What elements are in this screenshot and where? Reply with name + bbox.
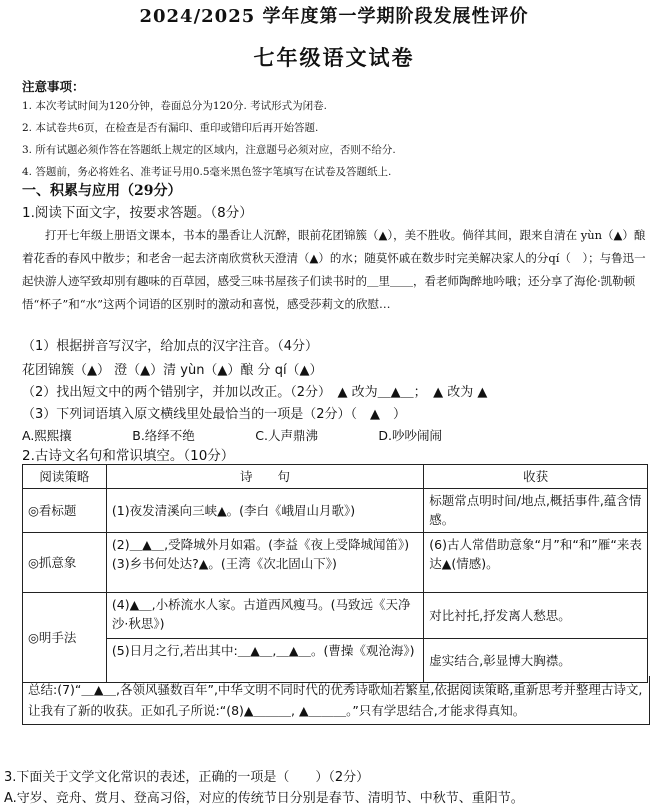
notice-item: 3. 所有试题必须作答在答题纸上规定的区域内，注意题号必须对应，否则不给分. bbox=[22, 144, 396, 156]
poem-line-cell: (5)日月之行,若出其中:＿▲＿,＿▲＿。(曹操《观沧海》) bbox=[106, 639, 423, 683]
table-header: 收获 bbox=[424, 465, 648, 489]
gain-cell: 标题常点明时间/地点,概括事件,蕴含情感。 bbox=[424, 489, 648, 533]
notice-item: 2. 本试卷共6页，在检查是否有漏印、重印或错印后再开始答题. bbox=[22, 122, 319, 134]
poem-line: (2)＿▲＿,受降城外月如霜。(李益《夜上受降城闻笛》) bbox=[111, 537, 410, 552]
question-3-option-a: A.守岁、竞舟、赏月、登高习俗，对应的传统节日分别是春节、清明节、中秋节、重阳节。 bbox=[4, 791, 524, 806]
notice-item: 1. 本次考试时间为120分钟，卷面总分为120分. 考试形式为闭卷. bbox=[22, 100, 327, 112]
strategy-cell: ◎看标题 bbox=[23, 489, 107, 533]
table-header-row bbox=[23, 465, 648, 489]
table-header: 阅读策略 bbox=[23, 465, 107, 489]
option-c: C.人声鼎沸 bbox=[255, 428, 318, 443]
exam-subtitle: 七年级语文试卷 bbox=[253, 45, 415, 70]
section-heading: 一、积累与应用（29分） bbox=[22, 183, 182, 199]
strategy-cell: ◎抓意象 bbox=[23, 533, 107, 593]
option-d: D.吵吵闹闹 bbox=[378, 428, 442, 443]
notice-item: 4. 答题前，务必将姓名、准考证号用0.5毫米黑色签字笔填写在试卷及答题纸上. bbox=[22, 166, 392, 178]
notice-title: 注意事项： bbox=[22, 79, 85, 94]
poem-line-cell bbox=[106, 533, 423, 593]
table-row bbox=[23, 593, 648, 639]
poem-line: (3)乡书何处达?▲。(王湾《次北固山下》) bbox=[111, 556, 337, 571]
option-b: B.络绎不绝 bbox=[132, 428, 195, 443]
option-a: A.熙熙攘 bbox=[22, 428, 72, 443]
answer-options bbox=[22, 426, 442, 444]
table-row bbox=[23, 489, 648, 533]
reading-passage: 打开七年级上册语文课本，书本的墨香让人沉醉，眼前花团锦簇（▲），美不胜收。倘徉其间，跟来自清在 yùn（▲）酿着花香的春风中散步；和老舍一起去济南欣赏秋天澄清（▲）的水；随莫怀戚在数步时完美解决家人的分qí（ ）；与鲁迅一起快游人迹罕致却別有趣味的百草园，感受三味书屋孩子们读书时的＿里＿＿，看老师陶醉地吟哦；还分享了海伦·凯勒顿悟“杯子”和“水”这两个词语的区别时的激动和喜悦，感受莎莉文的欣慰… bbox=[22, 228, 646, 311]
sub-question-2: （2）找出短文中的两个错别字，并加以改正。（2分） ▲ 改为＿▲＿； ▲ 改为 ▲ bbox=[22, 385, 488, 400]
question-3-prompt: 3.下面关于文学文化常识的表述，正确的一项是（ ）（2分） bbox=[4, 770, 370, 785]
sub-question-1-items: 花团锦簇（▲） 澄（▲）清 yùn（▲）酿 分 qí（▲） bbox=[22, 363, 323, 378]
table-summary: 总结:(7)“＿▲＿,各领风骚数百年”,中华文明不同时代的优秀诗歌灿若繁星,依据阅读策略,重新思考并整理古诗文,让我有了新的收获。正如孔子所说:“(8)▲＿＿＿, ▲＿＿＿。”只有学思结合,才能求得真知。 bbox=[22, 676, 650, 725]
poem-line-cell: (1)夜发清溪向三峡▲。(李白《峨眉山月歌》) bbox=[106, 489, 423, 533]
poem-table bbox=[22, 464, 648, 683]
gain-cell: 对比衬托,抒发离人愁思。 bbox=[424, 593, 648, 639]
question-2-prompt: 2.古诗文名句和常识填空。（10分） bbox=[22, 448, 235, 464]
gain-cell: 虚实结合,彰显博大胸襟。 bbox=[424, 639, 648, 683]
sub-question-1: （1）根据拼音写汉字，给加点的汉字注音。（4分） bbox=[22, 339, 319, 354]
table-row bbox=[23, 533, 648, 593]
strategy-cell: ◎明手法 bbox=[23, 593, 107, 683]
gain-cell: (6)古人常借助意象“月”和“和”雁“来表达▲(情感)。 bbox=[424, 533, 648, 593]
table-header: 诗 句 bbox=[106, 465, 423, 489]
sub-question-3: （3）下列词语填入原文横线里处最恰当的一项是（2分）（ ▲ ） bbox=[22, 407, 407, 422]
exam-title: 2024/2025 学年度第一学期阶段发展性评价 bbox=[139, 6, 529, 27]
poem-line-cell: (4)▲＿,小桥流水人家。古道西风瘦马。(马致远《天净沙·秋思》) bbox=[106, 593, 423, 639]
question-1-prompt: 1.阅读下面文字，按要求答题。（8分） bbox=[22, 205, 253, 221]
